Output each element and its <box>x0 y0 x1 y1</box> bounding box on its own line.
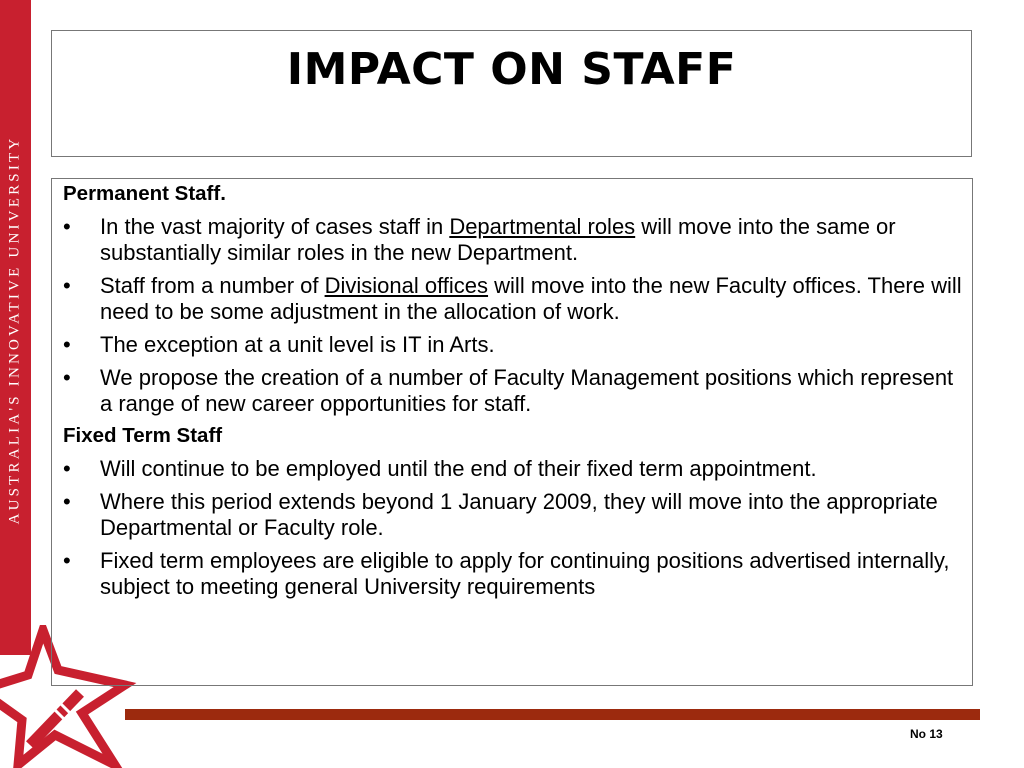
list-item <box>63 456 964 482</box>
list-item <box>63 365 964 417</box>
bullet: • <box>63 273 71 298</box>
fixed-term-staff-list <box>63 456 964 600</box>
bullet: • <box>63 214 71 239</box>
list-item <box>63 214 964 266</box>
bullet: • <box>63 548 71 573</box>
bullet: • <box>63 332 71 357</box>
item-text: Will continue to be employed until the end of their fixed term appointment. <box>100 456 817 481</box>
item-text: We propose the creation of a number of Faculty Management positions which represent a range of new career opportunities for staff. <box>100 365 954 416</box>
university-tagline: AUSTRALIA'S INNOVATIVE UNIVERSITY <box>6 135 23 525</box>
bullet: • <box>63 365 71 390</box>
page-number: No 13 <box>910 727 943 741</box>
divisional-offices-link[interactable]: Divisional offices <box>324 273 489 298</box>
item-text: Staff from a number of <box>100 273 325 298</box>
item-text: The exception at a unit level is IT in Arts. <box>100 332 495 357</box>
sidebar-band <box>0 0 31 655</box>
departmental-roles-link[interactable]: Departmental roles <box>449 214 636 239</box>
footer-bar <box>125 709 980 720</box>
item-text: Where this period extends beyond 1 January 2009, they will move into the appropriate Departmental or Faculty role. <box>100 489 938 540</box>
bullet: • <box>63 489 71 514</box>
permanent-staff-heading: Permanent Staff. <box>63 182 226 205</box>
title-box <box>51 30 972 157</box>
slide-title: IMPACT ON STAFF <box>286 44 737 95</box>
item-text: In the vast majority of cases staff in <box>100 214 450 239</box>
list-item <box>63 489 964 541</box>
bullet: • <box>63 456 71 481</box>
item-text: will move into the same or substantially similar roles in the new Department. <box>100 214 896 265</box>
list-item <box>63 332 964 358</box>
item-text: will move into the new Faculty offices. There will need to be some adjustment in the allocation of work. <box>100 273 962 324</box>
list-item <box>63 548 964 600</box>
content-box <box>51 178 973 686</box>
permanent-staff-list <box>63 214 964 417</box>
list-item <box>63 273 964 325</box>
item-text: Fixed term employees are eligible to apply for continuing positions advertised internally, subject to meeting general University requirements <box>100 548 950 599</box>
fixed-term-staff-heading: Fixed Term Staff <box>63 424 223 447</box>
